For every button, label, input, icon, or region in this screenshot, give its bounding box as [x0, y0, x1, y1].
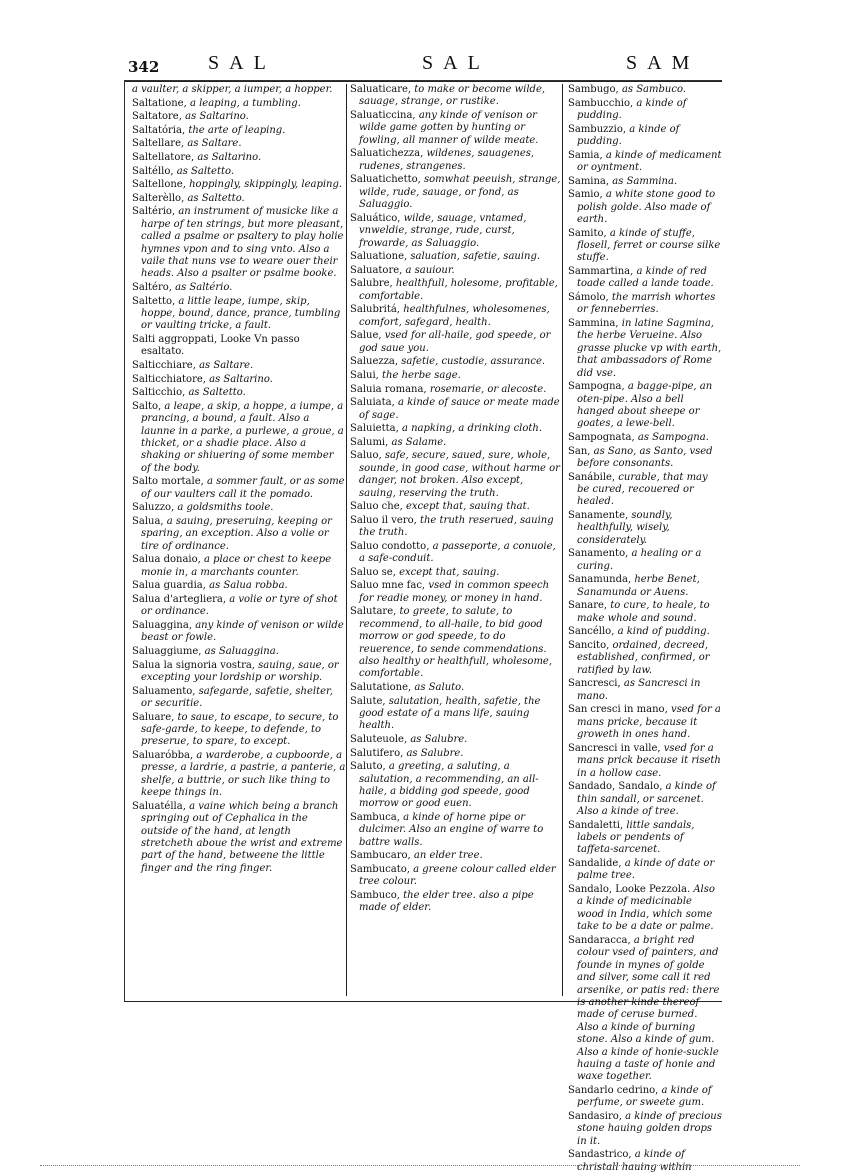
- entry-definition: any kinde of venison or wilde game gotten by hunting or fowling, all manner of wilde meate.: [359, 110, 539, 146]
- entry-definition: a volie or tyre of shot or ordinance.: [141, 593, 338, 618]
- entry-headword: Sambuco,: [350, 890, 400, 901]
- entry-definition: hoppingly, skippingly, leaping.: [189, 179, 343, 191]
- entry-headword: Saluteuole,: [350, 734, 408, 745]
- dictionary-entry: [132, 374, 346, 386]
- dictionary-entry: [568, 678, 722, 703]
- entry-headword: Sámolo,: [568, 292, 609, 303]
- entry-definition: as Salubre.: [406, 747, 464, 759]
- entry-headword: Sandado, Sandalo,: [568, 781, 663, 793]
- entry-definition: little sandals, labels or pendents of taffeta-sarcenet.: [577, 819, 695, 856]
- dictionary-entry: [568, 600, 722, 625]
- dictionary-entry: [132, 179, 346, 191]
- dictionary-entry: [350, 148, 562, 173]
- entry-headword: Sancéllo,: [568, 626, 615, 638]
- dictionary-entry: [132, 360, 346, 372]
- entry-definition: soundly, healthfully, wisely, considerately.: [577, 510, 673, 546]
- entry-headword: Salua donaio,: [132, 554, 201, 566]
- dictionary-entry: [568, 150, 722, 175]
- entry-headword: Sambugo,: [568, 84, 619, 95]
- entry-definition: healthfull, holesome, profitable, comfortable.: [359, 278, 558, 302]
- dictionary-entry: [568, 266, 722, 291]
- entry-headword: Sandastrico,: [568, 1149, 632, 1161]
- dictionary-entry: [350, 384, 562, 396]
- entry-definition: as Saltare.: [187, 138, 242, 150]
- entry-headword: San cresci in mano,: [568, 704, 668, 716]
- entry-definition: a sommer fault, or as some of our vaulters call it the pomado.: [141, 476, 345, 500]
- entry-headword: Samina,: [568, 175, 610, 187]
- entry-definition: as Saltare.: [199, 359, 254, 371]
- entry-headword: Sandaracca,: [568, 934, 631, 946]
- entry-headword: Sampognata,: [568, 432, 635, 444]
- entry-headword: Samio,: [568, 189, 603, 201]
- entry-column-2: [350, 84, 562, 996]
- entry-headword: Salticchiatore,: [132, 373, 206, 385]
- entry-headword: Salticchio,: [132, 387, 186, 399]
- entry-headword: Salutifero,: [350, 747, 404, 759]
- entry-definition: sauing, saue, or excepting your lordship or worship.: [141, 659, 339, 683]
- entry-definition: safe, secure, saued, sure, whole, sounde, in good case, without harme or danger, not broken. Also except, sauing, reserving the truth.: [359, 450, 560, 499]
- dictionary-entry: [350, 213, 562, 250]
- dictionary-entry: [568, 935, 722, 1084]
- dictionary-entry: [350, 748, 562, 760]
- entry-definition: the herbe sage.: [382, 370, 461, 381]
- entry-definition: a napking, a drinking cloth.: [401, 423, 543, 435]
- dictionary-entry: [350, 734, 562, 746]
- dictionary-entry: [132, 166, 346, 178]
- entry-definition: a kind of pudding.: [617, 626, 710, 638]
- entry-definition: curable, that may be cured, recouered or healed.: [577, 471, 708, 508]
- entry-headword: Saluia romana,: [350, 383, 427, 395]
- entry-definition: healthfulnes, wholesomenes, comfort, safegard, health.: [359, 304, 550, 328]
- entry-headword: Saluaggiume,: [132, 645, 202, 657]
- dictionary-entry: [132, 750, 346, 800]
- entry-headword: Salua,: [132, 515, 164, 527]
- bottom-rule: [124, 1001, 722, 1002]
- column-guide-word-1: SAL: [208, 52, 276, 74]
- dictionary-entry: [568, 189, 722, 226]
- entry-definition: saluation, safetie, sauing.: [410, 251, 541, 263]
- dictionary-entry: [350, 278, 562, 303]
- entry-headword: Salumi,: [350, 436, 389, 448]
- entry-headword: Saluatione,: [350, 251, 408, 263]
- dictionary-entry: [568, 381, 722, 431]
- entry-headword: Sambucaro,: [350, 850, 411, 862]
- entry-definition: except that, sauing.: [399, 566, 500, 578]
- entry-headword: Salutatione,: [350, 682, 412, 693]
- dictionary-entry: [350, 356, 562, 368]
- entry-headword: Saluatélla,: [132, 800, 186, 812]
- entry-definition: as Saluto.: [414, 682, 465, 693]
- entry-headword: Salticchiare,: [132, 359, 196, 371]
- dictionary-entry: [132, 580, 346, 592]
- column-guide-word-3: SAM: [626, 52, 700, 74]
- dictionary-entry: [568, 292, 722, 317]
- dictionary-entry: [350, 864, 562, 889]
- entry-definition: as Saltarino.: [209, 373, 273, 385]
- entry-headword: Saluo se,: [350, 566, 396, 578]
- dictionary-entry: [132, 138, 346, 150]
- dictionary-entry: [350, 174, 562, 211]
- entry-headword: Salubre,: [350, 278, 393, 290]
- entry-definition: as Salame.: [391, 436, 447, 448]
- dictionary-entry: [132, 686, 346, 711]
- dictionary-entry: [568, 510, 722, 547]
- entry-definition: as Saltetto.: [176, 165, 235, 177]
- entry-headword: Sandaletti,: [568, 819, 624, 831]
- dictionary-entry: [350, 515, 562, 540]
- dictionary-entry: [132, 801, 346, 875]
- entry-definition: a goldsmiths toole.: [177, 502, 274, 514]
- dictionary-entry: [350, 304, 562, 329]
- entry-definition: a white stone good to polish golde. Also made of earth.: [577, 189, 716, 225]
- entry-definition: vsed for all-haile, god speede, or god saue you.: [359, 330, 551, 354]
- dictionary-entry: [132, 502, 346, 514]
- dictionary-entry: [568, 704, 722, 741]
- dictionary-entry: [132, 206, 346, 280]
- entry-headword: Sanamente,: [568, 510, 629, 522]
- entry-definition: somwhat peeuish, strange, wilde, rude, sauage, or fond, as Saluaggio.: [359, 174, 561, 211]
- entry-definition: a kinde of horne pipe or dulcimer. Also an engine of warre to battre walls.: [359, 812, 544, 848]
- entry-headword: Saluo che,: [350, 501, 403, 513]
- entry-definition: as Sampogna.: [637, 432, 709, 444]
- entry-definition: as Saltarino.: [185, 111, 249, 123]
- entry-definition: wildenes, sauagenes, rudenes, strangenes.: [359, 148, 535, 172]
- entry-headword: Sampogna,: [568, 381, 625, 393]
- entry-headword: Salubritá,: [350, 304, 400, 316]
- entry-headword: Sambucato,: [350, 864, 410, 875]
- entry-headword: Saluatichezza,: [350, 148, 424, 160]
- entry-definition: a kinde of thin sandall, or sarcenet. Also a kinde of tree.: [577, 781, 716, 818]
- entry-definition: herbe Benet, Sanamunda or Auens.: [577, 574, 700, 598]
- entry-definition: a vaulter, a skipper, a iumper, a hopper.: [132, 84, 333, 95]
- dictionary-entry: [350, 606, 562, 680]
- dictionary-entry: [350, 890, 562, 915]
- dictionary-entry: [132, 282, 346, 294]
- entry-headword: Sambuzzio,: [568, 123, 627, 135]
- dictionary-entry: [350, 437, 562, 449]
- entry-definition: as Saluaggina.: [204, 645, 279, 657]
- entry-headword: Sandalide,: [568, 858, 622, 870]
- entry-headword: Samia,: [568, 149, 603, 161]
- entry-headword: Saluaróbba,: [132, 749, 194, 761]
- dictionary-entry: [350, 850, 562, 862]
- entry-definition: a healing or a curing.: [577, 548, 702, 572]
- dictionary-entry: [568, 1149, 722, 1174]
- entry-headword: Salto mortale,: [132, 476, 204, 488]
- entry-definition: a kinde of date or palme tree.: [577, 858, 715, 882]
- entry-headword: Saltellatore,: [132, 151, 195, 163]
- dictionary-entry: [568, 176, 722, 188]
- dictionary-entry: [568, 858, 722, 883]
- entry-headword: Saluare,: [132, 711, 175, 723]
- dictionary-entry: [132, 84, 346, 96]
- entry-headword: Saltério,: [132, 206, 176, 218]
- entry-definition: to greete, to salute, to recommend, to all-haile, to bid good morrow or god speede, to do reuerence, to sende commendations. also healthy or healthfull, wholesome, comfortable.: [359, 606, 553, 680]
- dictionary-entry: [568, 84, 722, 96]
- entry-definition: a little leape, iumpe, skip, hoppe, bound, dance, prance, tumbling or vaulting tricke, a fault.: [141, 295, 341, 332]
- entry-headword: Saluo il vero,: [350, 514, 417, 526]
- entry-headword: Sanare,: [568, 600, 608, 612]
- entry-definition: the truth reserued, sauing the truth.: [359, 514, 554, 539]
- entry-headword: Salterèllo,: [132, 192, 185, 204]
- entry-headword: Saltéllo,: [132, 165, 174, 177]
- dictionary-entry: [350, 696, 562, 733]
- dictionary-entry: [132, 712, 346, 749]
- entry-definition: wilde, sauage, vntamed, vnweldie, strange, rude, curst, frowarde, as Saluaggio.: [359, 212, 527, 249]
- entry-definition: as Sambuco.: [621, 84, 686, 95]
- dictionary-entry: [568, 743, 722, 780]
- dictionary-entry: [568, 781, 722, 818]
- entry-headword: Sanamento,: [568, 548, 629, 560]
- dictionary-entry: [350, 370, 562, 382]
- entry-headword: Salto,: [132, 400, 162, 412]
- entry-headword: Saluaticcina,: [350, 110, 416, 121]
- entry-definition: a vaine which being a branch springing out of Cephalica in the outside of the hand, at length stretcheth aboue the wrist and extreme part of the hand, betweene the little finger and the ring finger.: [141, 800, 343, 874]
- entry-definition: as Sano, as Santo, vsed before consonants.: [577, 445, 713, 470]
- entry-definition: as Saltério.: [175, 281, 233, 293]
- dictionary-entry: [132, 152, 346, 164]
- entry-headword: Saltéro,: [132, 281, 172, 293]
- dictionary-entry: [568, 640, 722, 677]
- entry-definition: safetie, custodie, assurance.: [401, 356, 546, 368]
- dictionary-entry: [568, 124, 722, 149]
- entry-definition: a warderobe, a cupboorde, a presse, a lardrie, a pastrie, a panterie, a shelfe, a buttrie, or such like thing to keepe things in.: [141, 749, 346, 799]
- dictionary-entry: [568, 228, 722, 265]
- entry-headword: Saltatione,: [132, 97, 187, 109]
- column-guide-word-2: SAL: [422, 52, 490, 74]
- entry-definition: a greene colour called elder tree colour.: [359, 864, 556, 888]
- entry-definition: ordained, decreed, established, confirmed, or ratified by law.: [577, 640, 710, 676]
- entry-headword: Sammartina,: [568, 266, 634, 277]
- entry-definition: a leape, a skip, a hoppe, a iumpe, a prancing, a bound, a fault. Also a launne in a parke, a purlewe, a groue, a thicket, or a shadie place. Also a shaking or shiuering of some member of the body.: [141, 400, 344, 474]
- entry-headword: Saluo condotto,: [350, 540, 430, 552]
- entry-headword: San,: [568, 445, 591, 457]
- dictionary-entry: [568, 98, 722, 123]
- entry-headword: Salute,: [350, 695, 386, 707]
- dictionary-entry: [568, 626, 722, 638]
- entry-definition: Also a kinde of medicinable wood in India, which some take to be a date or palme.: [577, 884, 715, 933]
- entry-headword: Sanábile,: [568, 471, 616, 483]
- entry-definition: vsed for a mans pricke, because it groweth in ones hand.: [577, 704, 721, 741]
- entry-headword: Saltellare,: [132, 138, 185, 150]
- entry-column-1: [132, 84, 346, 996]
- entry-headword: Saltellone,: [132, 179, 186, 191]
- dictionary-entry: [568, 446, 722, 471]
- entry-headword: Saluático,: [350, 212, 401, 224]
- entry-headword: Sancito,: [568, 640, 610, 652]
- entry-definition: any kinde of venison or wilde beast or fowle.: [141, 619, 344, 644]
- entry-definition: a kinde of pudding.: [577, 123, 680, 147]
- entry-definition: a leaping, a tumbling.: [189, 97, 301, 109]
- dictionary-entry: [568, 1085, 722, 1110]
- entry-definition: a kinde of perfume, or sweete gum.: [577, 1084, 712, 1109]
- page-number: 342: [128, 58, 160, 76]
- entry-definition: a greeting, a saluting, a salutation, a recommending, an all-haile, a bidding god speede, good morrow or good euen.: [359, 761, 539, 810]
- entry-definition: as Salua robba.: [209, 580, 288, 592]
- entry-headword: Saluo mne fac,: [350, 580, 426, 592]
- entry-definition: in latine Sagmina, the herbe Verueine. Also grasse plucke vp with earth, that ambassadors of Rome did vse.: [577, 318, 722, 379]
- dictionary-entry: [132, 98, 346, 110]
- dictionary-entry: [132, 660, 346, 685]
- dictionary-entry: [132, 125, 346, 137]
- entry-definition: a sauing, preseruing, keeping or sparing, an exception. Also a volie or tire of ordinance.: [141, 515, 332, 552]
- scan-edge-line: [40, 1165, 800, 1166]
- entry-definition: a passeporte, a conuoie, a safe-conduit.: [359, 540, 556, 565]
- entry-definition: the arte of leaping.: [188, 124, 286, 136]
- entry-headword: Saluto,: [350, 761, 386, 773]
- entry-definition: a kinde of pudding.: [577, 97, 687, 121]
- entry-headword: Salui,: [350, 370, 379, 381]
- dictionary-entry: [350, 682, 562, 694]
- entry-definition: to make or become wilde, sauage, strange, or rustike.: [359, 84, 546, 108]
- dictionary-entry: [132, 193, 346, 205]
- entry-definition: an instrument of musicke like a harpe of ten strings, but more pleasant, called a psalme or psaltery to play holie hymnes vpon and to sing vnto. Also a vaile that nuns vse to weare ouer their heads. Also a psalter or psalme booke.: [141, 206, 344, 280]
- dictionary-entry: [350, 761, 562, 811]
- entry-definition: a kinde of red toade called a lande toade.: [577, 266, 714, 290]
- dictionary-entry: [350, 812, 562, 849]
- entry-definition: as Saltetto.: [187, 192, 245, 204]
- dictionary-entry: [350, 84, 562, 109]
- dictionary-entry: [568, 1111, 722, 1148]
- dictionary-entry: [350, 330, 562, 355]
- entry-headword: Saltetto,: [132, 295, 176, 307]
- entry-headword: Salue,: [350, 330, 382, 342]
- entry-headword: Samito,: [568, 227, 607, 239]
- entry-headword: Saluiata,: [350, 397, 395, 409]
- dictionary-entry: [350, 251, 562, 263]
- dictionary-entry: [132, 387, 346, 399]
- column-divider-1: [346, 84, 347, 996]
- dictionary-entry: [568, 318, 722, 380]
- entry-headword: Saluaticare,: [350, 84, 412, 95]
- entry-definition: a kinde of stuffe, flosell, ferret or course silke stuffe.: [577, 227, 721, 264]
- dictionary-entry: [132, 620, 346, 645]
- dictionary-entry: [132, 334, 346, 359]
- column-divider-2: [562, 84, 563, 996]
- dictionary-entry: [132, 516, 346, 553]
- entry-definition: except that, sauing that.: [405, 501, 530, 513]
- dictionary-entry: [350, 567, 562, 579]
- entry-headword: Salua d'artegliera,: [132, 593, 227, 605]
- entry-definition: a sauiour.: [405, 264, 455, 276]
- entry-definition: as Salubre.: [410, 734, 468, 745]
- entry-headword: Sancresci in valle,: [568, 742, 661, 754]
- entry-headword: Sanamunda,: [568, 574, 632, 586]
- dictionary-entry: [568, 884, 722, 934]
- entry-headword: Saluzzo,: [132, 502, 175, 514]
- dictionary-entry: [568, 472, 722, 509]
- dictionary-entry: [568, 820, 722, 857]
- entry-definition: vsed in common speech for readie money, or money in hand.: [359, 580, 550, 604]
- entry-definition: salutation, health, safetie, the good estate of a mans life, sauing health.: [359, 695, 541, 732]
- dictionary-entry: [132, 646, 346, 658]
- dictionary-entry: [132, 401, 346, 475]
- dictionary-entry: [132, 111, 346, 123]
- entry-headword: Sandasiro,: [568, 1110, 622, 1122]
- entry-headword: Saluatore,: [350, 264, 403, 276]
- entry-definition: a place or chest to keepe monie in, a marchants counter.: [141, 554, 332, 578]
- entry-headword: Sammina,: [568, 318, 619, 329]
- entry-column-3: [568, 84, 722, 1173]
- entry-headword: Saluatichetto,: [350, 174, 421, 186]
- entry-headword: Saluezza,: [350, 356, 399, 368]
- entry-headword: Salti aggroppati, Looke Vn passo esaltato.: [132, 333, 300, 358]
- entry-definition: the elder tree. also a pipe made of elder.: [359, 890, 534, 914]
- dictionary-entry: [350, 397, 562, 422]
- entry-definition: as Sancresci in mano.: [577, 678, 701, 702]
- entry-definition: a bright red colour vsed of painters, and founde in mynes of golde and silver, some call it red arsenike, or patis red: there is another kinde thereof made of ceruse burned. Also a kinde of burning stone. Also a kinde of gum. Also a kinde of honie-suckle hauing a taste of honie and waxe together.: [577, 934, 720, 1083]
- entry-definition: vsed for a mans prick because it riseth in a hollow case.: [577, 742, 721, 779]
- dictionary-entry: [132, 296, 346, 333]
- dictionary-entry: [350, 580, 562, 605]
- entry-headword: Salua la signoria vostra,: [132, 659, 255, 671]
- entry-definition: to saue, to escape, to secure, to safe-garde, to keepe, to defende, to preserue, to spare, to except.: [141, 711, 339, 748]
- entry-definition: the marrish whortes or fenneberries.: [577, 292, 716, 316]
- entry-definition: a kinde of christall hauing within: [577, 1149, 692, 1173]
- dictionary-entry: [350, 265, 562, 277]
- entry-definition: a kinde of precious stone hauing golden drops in it.: [577, 1110, 722, 1147]
- entry-headword: Salua guardia,: [132, 580, 206, 592]
- entry-headword: Saltatore,: [132, 111, 182, 123]
- entry-headword: Saluaggina,: [132, 619, 192, 631]
- entry-headword: Sancresci,: [568, 678, 621, 690]
- entry-headword: Saltatória,: [132, 124, 186, 136]
- entry-definition: safegarde, safetie, shelter, or securitie.: [141, 685, 333, 709]
- entry-definition: a kinde of medicament or oyntment.: [577, 149, 722, 173]
- entry-definition: as Sammina.: [612, 175, 678, 187]
- entry-definition: as Saltetto.: [188, 387, 246, 399]
- entry-headword: Salutare,: [350, 606, 397, 618]
- dictionary-entry: [568, 574, 722, 599]
- entry-headword: Saluo,: [350, 450, 382, 462]
- dictionary-entry: [132, 554, 346, 579]
- dictionary-entry: [350, 423, 562, 435]
- entry-definition: a bagge-pipe, an oten-pipe. Also a bell hanged about sheepe or goates, a lewe-bell.: [577, 381, 713, 430]
- dictionary-entry: [350, 450, 562, 500]
- entry-definition: rosemarie, or alecoste.: [429, 383, 547, 395]
- entry-headword: Saluamento,: [132, 685, 196, 697]
- entry-definition: to cure, to heale, to make whole and sound.: [577, 600, 710, 624]
- entry-definition: an elder tree.: [413, 850, 483, 862]
- dictionary-entry: [568, 548, 722, 573]
- entry-headword: Sandalo, Looke Pezzola.: [568, 884, 691, 896]
- dictionary-entry: [568, 432, 722, 444]
- dictionary-entry: [350, 110, 562, 147]
- dictionary-entry: [132, 476, 346, 501]
- dictionary-entry: [132, 594, 346, 619]
- dictionary-entry: [350, 541, 562, 566]
- entry-headword: Sandarlo cedrino,: [568, 1084, 659, 1096]
- entry-headword: Saluietta,: [350, 423, 399, 435]
- dictionary-entry: [350, 501, 562, 513]
- entry-definition: as Saltarino.: [197, 151, 262, 163]
- entry-definition: a kinde of sauce or meate made of sage.: [359, 397, 560, 421]
- entry-headword: Sambucchio,: [568, 97, 634, 109]
- entry-headword: Sambuca,: [350, 812, 400, 823]
